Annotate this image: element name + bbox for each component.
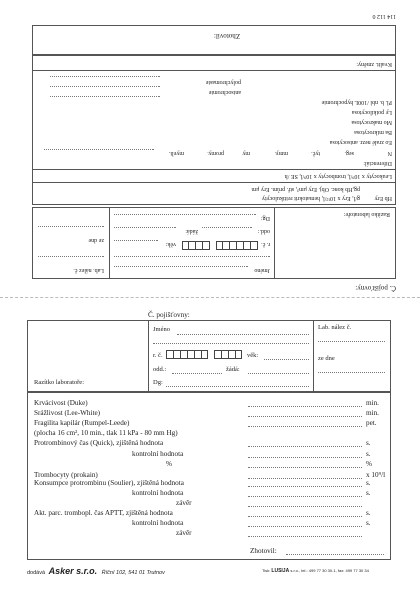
test-label: Trombocyty (prokain): [34, 471, 98, 479]
test-unit: s.: [366, 519, 371, 527]
test-unit: s.: [366, 489, 371, 497]
test-label: závěr: [176, 499, 192, 507]
reversed-ba-row: Ba mikrocytosa: [354, 129, 392, 135]
test-unit: min.: [366, 409, 379, 417]
reversed-eo-row: Eo zralé nezr. anisocytosa: [329, 139, 392, 145]
test-label: závěr: [176, 529, 192, 537]
test-value-field[interactable]: [248, 496, 362, 497]
reversed-dg-label: Dg:: [261, 215, 270, 221]
reversed-diff-promy: promy.: [207, 150, 224, 156]
test-label: Fragilita kapilár (Rumpel-Leede): [34, 419, 130, 427]
test-label: kontrolní hodnota: [132, 519, 184, 527]
reversed-aniso-row: anisochromie: [208, 89, 241, 95]
name-field[interactable]: [177, 334, 309, 335]
footer-printer-contact: s.r.o., tel.: 499 77 30 30-1, fax: 499 77 30 34: [290, 568, 369, 573]
test-label: Konsumpce protrombinu (Soulier), zjištěná hodnota: [34, 479, 184, 487]
requester-label: žádá:: [226, 366, 240, 373]
footer-printer: [262, 568, 369, 574]
test-unit: x 10⁹/l: [366, 471, 386, 479]
done-label: Zhotovil:: [250, 547, 277, 555]
test-label: Krvácivost (Duke): [34, 399, 88, 407]
reversed-diff-label: Diferenciál:: [363, 160, 392, 166]
reversed-dept-label: odd.:: [257, 228, 270, 234]
reversed-diff-n: N: [387, 150, 392, 156]
reversed-rc-label: r. č.: [261, 241, 270, 247]
reversed-age-label: věk:: [165, 241, 176, 247]
reversed-ly-row: Ly poikilocytosa: [351, 109, 392, 115]
reversed-diff-tyc: tyč.: [311, 150, 320, 156]
footer-supplier: [27, 566, 165, 576]
reversed-leuko-label: Leukocyty x 10⁹/l, trombocyty x 10⁹/l, SE /h: [284, 173, 392, 179]
test-unit: %: [366, 460, 372, 468]
test-value-field[interactable]: [248, 426, 362, 427]
reversed-plb-row: Pl. b. nbl /100L hypochromie: [321, 99, 392, 105]
done-field[interactable]: [286, 554, 384, 555]
reversed-form-section: [0, 0, 420, 297]
reversed-done-label: Zhotovil:: [213, 32, 240, 40]
test-unit: min.: [366, 399, 379, 407]
test-value-field[interactable]: [248, 416, 362, 417]
reversed-name-label: Jméno: [254, 267, 270, 273]
footer-printer-name: LUSIJA: [271, 568, 290, 574]
dg-label: Dg:: [153, 379, 163, 386]
test-value-field[interactable]: [248, 446, 362, 447]
reversed-rc-cells[interactable]: [216, 241, 258, 250]
dept-label: odd.:: [153, 366, 167, 373]
reversed-diff-seg: seg.: [344, 150, 354, 156]
fold-line: [0, 297, 420, 298]
test-conclusion-field[interactable]: [248, 536, 362, 537]
test-unit: pet.: [366, 419, 377, 427]
reversed-mo-row: Mo makrocytosa: [351, 119, 392, 125]
test-label: Akt. parc. trombopl. čas APTT, zjištěná hodnota: [34, 509, 173, 517]
test-value-field[interactable]: [248, 406, 362, 407]
reversed-stamp-label: Razítko laboratoře:: [343, 211, 390, 217]
reversed-done-box: [32, 25, 396, 55]
test-unit: s.: [366, 450, 371, 458]
test-value-field[interactable]: [248, 526, 362, 527]
footer-address: Říční 102, 541 01 Trutnov: [101, 570, 165, 576]
reversed-hb-row2: pg,Hb konc. Obj. Ery μm³, stř. prům. Ery μm: [251, 186, 360, 192]
reversed-diff-my: my: [242, 150, 250, 156]
test-unit: s.: [366, 439, 371, 447]
reversed-rc-suffix-cells[interactable]: [182, 241, 210, 250]
test-label: kontrolní hodnota: [132, 489, 184, 497]
name-label: Jméno: [153, 326, 170, 333]
test-value-field[interactable]: [248, 486, 362, 487]
reversed-hb-label: Hb Ery: [374, 195, 392, 201]
name-field-2[interactable]: [153, 343, 309, 344]
test-label: Protrombinový čas (Quick), zjištěná hodnota: [34, 439, 164, 447]
footer-print-prefix: Tisk:: [262, 568, 271, 573]
reversed-diff-myeli: myeli.: [168, 150, 184, 156]
stamp-label: Razítko laboratoře:: [34, 379, 84, 386]
reversed-poly-row: polychromasie: [205, 79, 241, 85]
reversed-date-label: ze dne: [88, 237, 104, 243]
test-unit: s.: [366, 479, 371, 487]
test-value-field[interactable]: [248, 478, 362, 479]
reversed-lab-no-label: Lab. nález č.: [73, 267, 104, 273]
reversed-diff-mmy: mmy.: [274, 150, 288, 156]
test-value-field[interactable]: [248, 516, 362, 517]
test-label: kontrolní hodnota: [132, 450, 184, 458]
requester-field[interactable]: [248, 373, 309, 374]
rc-suffix-cells[interactable]: [214, 350, 242, 359]
reversed-hb-units: g/l, Ery x 10¹²/l, hematokrit reitikulocyty: [261, 195, 360, 201]
date-field[interactable]: [318, 372, 385, 373]
test-unit: s.: [366, 509, 371, 517]
test-value-field[interactable]: [248, 457, 362, 458]
date-label: ze dne: [318, 355, 335, 362]
reversed-header-code: 114 112 0: [372, 13, 396, 19]
test-label: (plocha 16 cm², 10 min., tlak 11 kPa - 80 mm Hg): [34, 429, 178, 437]
test-label: %: [166, 460, 172, 468]
dg-field[interactable]: [166, 386, 309, 387]
footer-company: Asker s.r.o.: [48, 566, 98, 576]
test-value-field[interactable]: [248, 467, 362, 468]
footer-prefix: dodává: [27, 570, 46, 576]
insurance-label: Č. pojišťovny:: [148, 311, 190, 319]
lab-no-field[interactable]: [318, 341, 385, 342]
reversed-requester-label: žádá:: [185, 228, 198, 234]
lab-no-label: Lab. nález č.: [318, 324, 352, 331]
reversed-insurance-label: Č. pojišťovny:: [355, 284, 396, 292]
reversed-qual-label: Kvalit. změny:: [356, 61, 392, 67]
test-label: Srážlivost (Lee-White): [34, 409, 101, 417]
dept-field[interactable]: [172, 373, 222, 374]
test-conclusion-field[interactable]: [248, 506, 362, 507]
age-field[interactable]: [264, 359, 309, 360]
age-label: věk:: [247, 352, 259, 359]
rc-cells[interactable]: [166, 350, 208, 359]
rc-label: r. č.: [153, 352, 163, 359]
